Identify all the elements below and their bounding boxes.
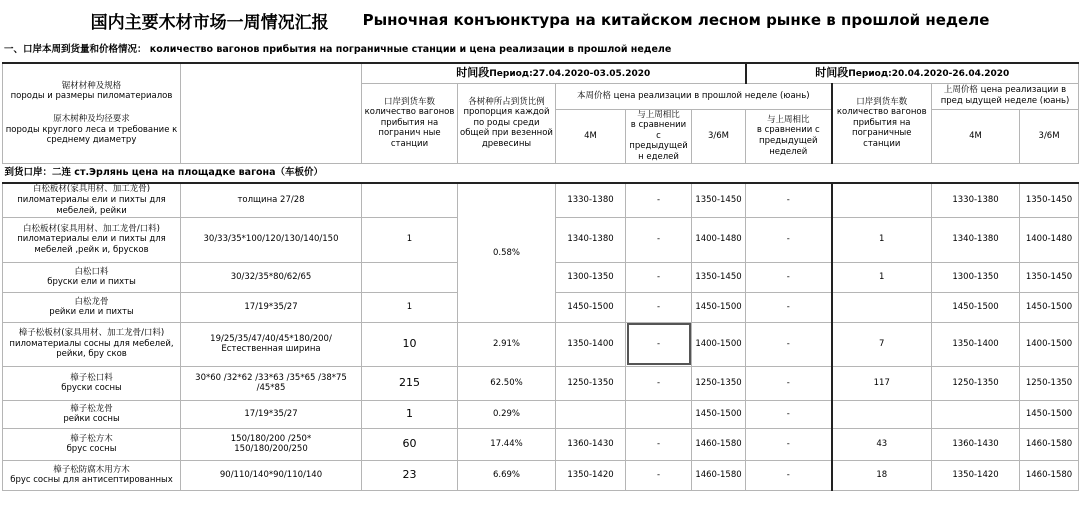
prev-price-36m-header: 3/6M <box>1020 109 1079 163</box>
table-row: 樟子松口料 бруски сосны 30*60 /32*62 /33*63 /35*65 /38*75 /45*85 215 62.50% 1250-1350 - 1250-1350 - 117 1250-1350 1250-1350 <box>3 366 1079 400</box>
table-row: 白松龙骨 рейки ели и пихты 17/19*35/27 1 1450-1500 - 1450-1500 - 1450-1500 1450-1500 <box>3 292 1079 322</box>
price-36m-header: 3/6M <box>692 109 746 163</box>
table-row: 白松口料 бруски ели и пихты 30/32/35*80/62/65 1300-1350 - 1350-1450 - 1 1300-1350 1350-1450 <box>3 262 1079 292</box>
compare-36m-header: 与上周相比 в сравнении с предыдущей неделей <box>746 109 832 163</box>
port-row: 到货口岸：二连 ст.Эрлянь цена на площадке вагона（车板价） <box>3 163 1079 183</box>
arrivals-header: 口岸到货车数 количество вагонов прибытия на погранич ные станции <box>362 83 458 163</box>
table-row: 樟子松板材(家具用材、加工龙骨/口料) пиломатериалы сосны для мебелей, рейки, бру сков 19/25/35/47/40/45*180/200/ Естественная ширина 10 2.91% 1350-1400 - 1400-1500 - 7 1350-1400 1400-1500 <box>3 322 1079 366</box>
table-row: 白松板材(家具用材、加工龙骨/口料) пиломатериалы ели и пихты для мебелей ,рейк и, брусков 30/33/35*100/120/130/140/150 1 1340-1380 - 1400-1480 - 1 1340-1380 1400-1480 <box>3 217 1079 262</box>
price-prev-header: 上周价格 цена реализации в пред ыдущей неделе (юань) <box>932 83 1079 109</box>
prev-price-4m-header: 4M <box>932 109 1020 163</box>
market-table <box>2 62 1079 491</box>
table-row: 樟子松防腐木用方木 брус сосны для антисептированных 90/110/140*90/110/140 23 6.69% 1350-1420 - 1460-1580 - 18 1350-1420 1460-1580 <box>3 460 1079 490</box>
table-row: 白松板材(家具用材、加工龙骨) пиломатериалы ели и пихты для мебелей, рейки толщина 27/28 0.58% 1330-1380 - 1350-1450 - 1330-1380 1350-1450 <box>3 183 1079 217</box>
period-current: 时间段Период:27.04.2020-03.05.2020 <box>362 63 746 83</box>
prev-arrivals-header: 口岸到货车数 количество вагонов прибытия на пограничные станции <box>832 83 932 163</box>
report-title <box>0 0 1080 40</box>
selected-cell[interactable]: - <box>626 322 692 366</box>
table-row: 樟子松方木 брус сосны 150/180/200 /250* 150/180/200/250 60 17.44% 1360-1430 - 1460-1580 - 43 1360-1430 1460-1580 <box>3 428 1079 460</box>
price-week-header: 本周价格 цена реализации в прошлой неделе (юань) <box>556 83 832 109</box>
title-chinese: 国内主要木材市场一周情况汇报 <box>90 12 329 33</box>
title-russian: Рыночная конъюнктура на китайском лесном рынке в прошлой неделе <box>362 11 990 29</box>
share-header: 各树种所占到货比例 пропорция каждой по роды среди общей при везенной древесины <box>458 83 556 163</box>
table-row: 樟子松龙骨 рейки сосны 17/19*35/27 1 0.29% 1450-1500 - 1450-1500 <box>3 400 1079 428</box>
period-previous: 时间段Период:20.04.2020-26.04.2020 <box>746 63 1079 83</box>
price-4m-header: 4M <box>556 109 626 163</box>
white-pine-share: 0.58% <box>458 183 556 322</box>
compare-4m-header: 与上周相比 в сравнении с предыдущей н еделей <box>626 109 692 163</box>
section-heading: 一、口岸本周到货量和价格情况： количество вагонов прибытия на пограничные станции и цена реализации в прошлой неделе <box>4 44 672 55</box>
size-header <box>181 63 362 163</box>
species-header: 锯材材种及规格 породы и размеры пиломатериалов 原木树种及均径要求 породы круглого леса и требование к среднему диаметру <box>3 63 181 163</box>
